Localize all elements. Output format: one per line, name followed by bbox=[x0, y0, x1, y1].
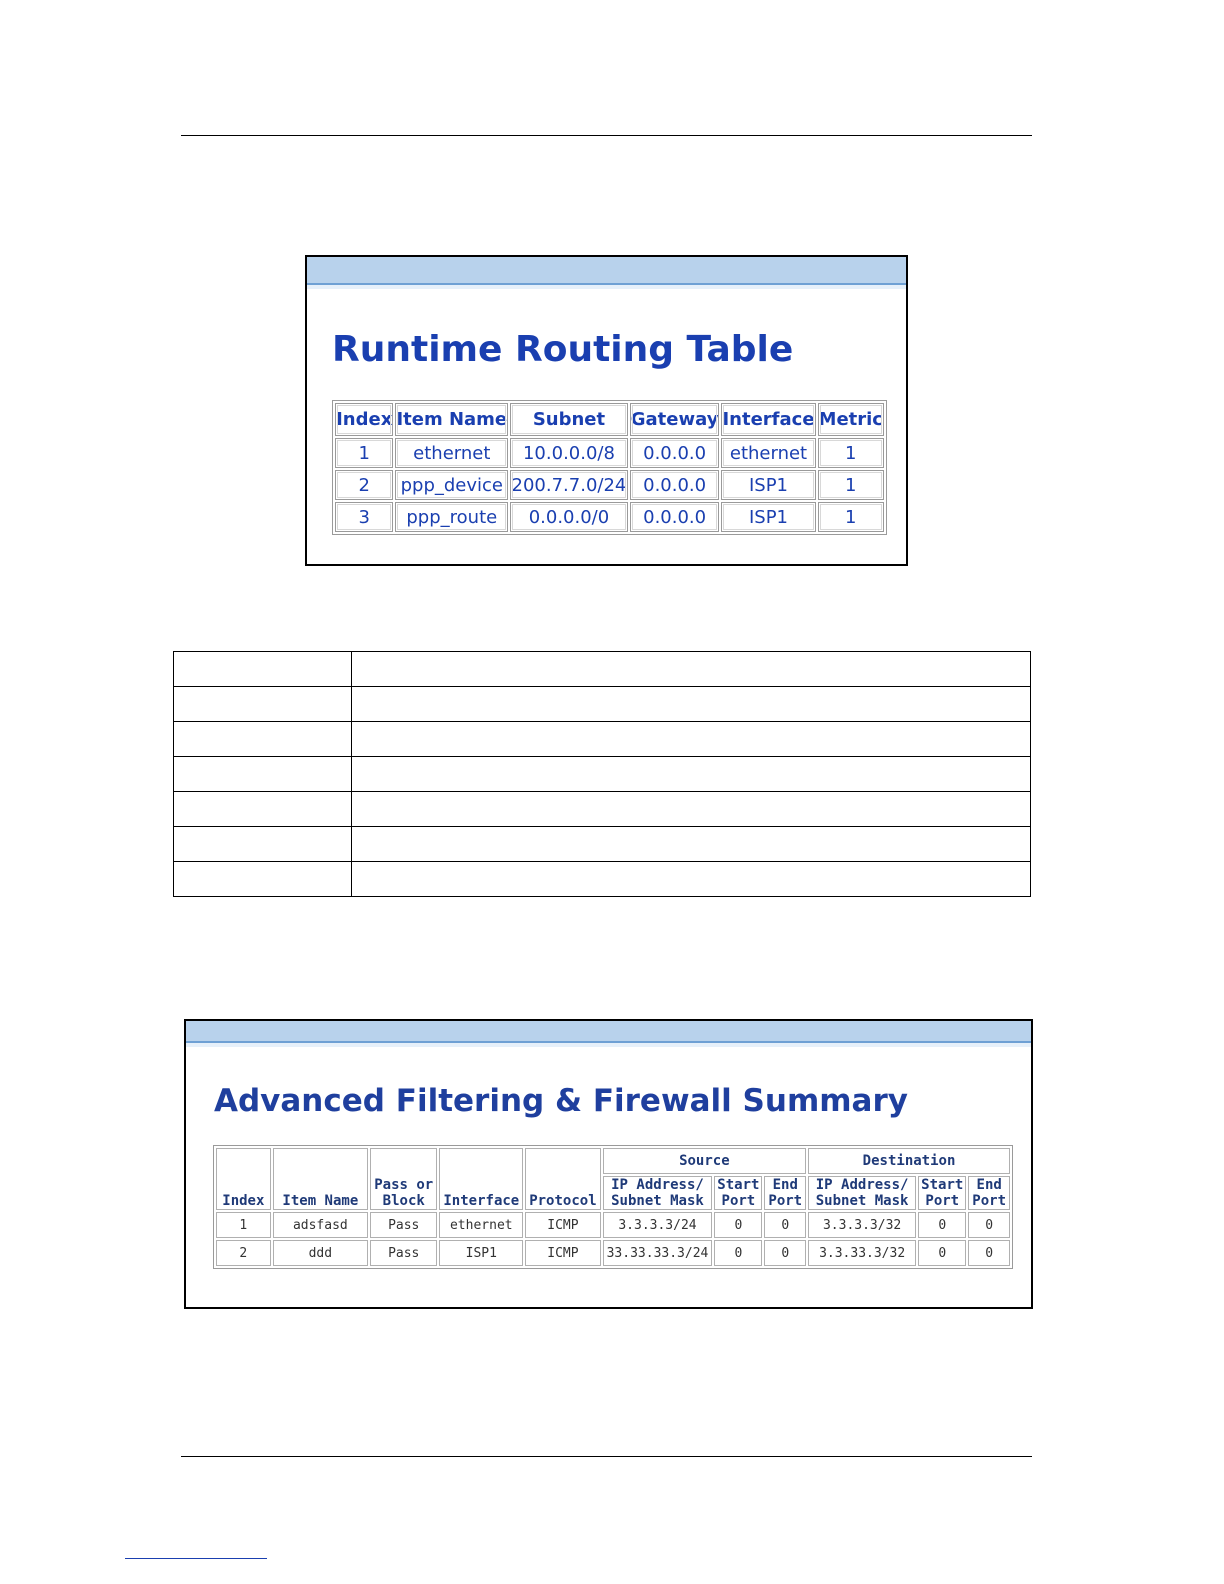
field-description-cell bbox=[352, 757, 1031, 792]
header-label: Subnet Mask bbox=[815, 1193, 909, 1209]
firewall-summary-title: Advanced Filtering & Firewall Summary bbox=[214, 1083, 908, 1119]
column-header-source-ip bbox=[603, 1176, 713, 1210]
cell-item-name: ethernet bbox=[395, 438, 508, 468]
cell-interface: ISP1 bbox=[721, 502, 815, 532]
column-header-destination-end-port bbox=[968, 1176, 1010, 1210]
page-footer-rule bbox=[181, 1456, 1032, 1457]
column-header-gateway: Gateway bbox=[630, 403, 720, 436]
column-header-interface bbox=[439, 1148, 523, 1210]
column-header-item-name bbox=[273, 1148, 368, 1210]
cell-item-name: adsfasd bbox=[273, 1212, 368, 1238]
cell-item-name: ppp_device bbox=[395, 470, 508, 500]
cell-interface: ethernet bbox=[721, 438, 815, 468]
routing-table bbox=[332, 400, 887, 535]
header-label: Interface bbox=[443, 1193, 520, 1209]
field-name-cell bbox=[174, 652, 352, 687]
routing-table-screenshot bbox=[305, 255, 908, 566]
field-name-cell bbox=[174, 827, 352, 862]
cell-item-name: ppp_route bbox=[395, 502, 508, 532]
cell-metric: 1 bbox=[818, 502, 884, 532]
cell-gateway: 0.0.0.0 bbox=[630, 502, 720, 532]
field-name-cell bbox=[174, 687, 352, 722]
header-label: End bbox=[772, 1177, 798, 1193]
footer-link-underline bbox=[125, 1558, 267, 1559]
routing-table-header-row bbox=[335, 403, 884, 436]
cell-source-start-port: 0 bbox=[714, 1240, 762, 1266]
header-label: Start bbox=[921, 1177, 964, 1193]
cell-subnet: 10.0.0.0/8 bbox=[510, 438, 628, 468]
header-label: Port bbox=[925, 1193, 960, 1209]
column-group-destination: Destination bbox=[808, 1148, 1010, 1174]
header-label: Protocol bbox=[529, 1193, 597, 1209]
column-header-subnet: Subnet bbox=[510, 403, 628, 436]
header-label: Block bbox=[382, 1193, 425, 1209]
header-label: Item Name bbox=[282, 1193, 359, 1209]
cell-subnet: 0.0.0.0/0 bbox=[510, 502, 628, 532]
cell-index: 2 bbox=[335, 470, 393, 500]
cell-metric: 1 bbox=[818, 438, 884, 468]
cell-source-ip: 33.33.33.3/24 bbox=[603, 1240, 713, 1266]
field-name-cell bbox=[174, 862, 352, 897]
cell-destination-end-port: 0 bbox=[968, 1212, 1010, 1238]
column-group-source: Source bbox=[603, 1148, 806, 1174]
cell-interface: ISP1 bbox=[439, 1240, 523, 1266]
column-header-source-start-port bbox=[714, 1176, 762, 1210]
column-header-index bbox=[216, 1148, 271, 1210]
table-row bbox=[216, 1240, 1010, 1266]
header-label: Port bbox=[768, 1193, 803, 1209]
header-label: Port bbox=[721, 1193, 756, 1209]
column-header-destination-ip bbox=[808, 1176, 916, 1210]
cell-gateway: 0.0.0.0 bbox=[630, 438, 720, 468]
header-label: Pass or bbox=[374, 1177, 434, 1193]
firewall-header-group-row bbox=[216, 1148, 1010, 1174]
table-row bbox=[174, 652, 1031, 687]
table-row bbox=[174, 722, 1031, 757]
cell-index: 1 bbox=[216, 1212, 271, 1238]
table-row bbox=[335, 502, 884, 532]
field-description-cell bbox=[352, 722, 1031, 757]
field-name-cell bbox=[174, 792, 352, 827]
header-label: Index bbox=[222, 1193, 265, 1209]
cell-gateway: 0.0.0.0 bbox=[630, 470, 720, 500]
cell-destination-end-port: 0 bbox=[968, 1240, 1010, 1266]
cell-index: 1 bbox=[335, 438, 393, 468]
field-name-cell bbox=[174, 722, 352, 757]
column-header-index: Index bbox=[335, 403, 393, 436]
table-row bbox=[335, 470, 884, 500]
table-row bbox=[335, 438, 884, 468]
cell-destination-ip: 3.3.3.3/32 bbox=[808, 1212, 916, 1238]
table-row bbox=[216, 1212, 1010, 1238]
cell-metric: 1 bbox=[818, 470, 884, 500]
column-header-metric: Metric bbox=[818, 403, 884, 436]
cell-item-name: ddd bbox=[273, 1240, 368, 1266]
cell-pass-or-block: Pass bbox=[370, 1240, 438, 1266]
field-description-table bbox=[173, 651, 1031, 897]
cell-source-ip: 3.3.3.3/24 bbox=[603, 1212, 713, 1238]
cell-destination-ip: 3.3.33.3/32 bbox=[808, 1240, 916, 1266]
cell-destination-start-port: 0 bbox=[918, 1212, 966, 1238]
field-description-cell bbox=[352, 827, 1031, 862]
firewall-summary-table bbox=[213, 1145, 1013, 1269]
routing-table-title: Runtime Routing Table bbox=[332, 329, 794, 370]
cell-protocol: ICMP bbox=[525, 1240, 601, 1266]
cell-source-end-port: 0 bbox=[764, 1212, 806, 1238]
field-description-cell bbox=[352, 792, 1031, 827]
cell-interface: ethernet bbox=[439, 1212, 523, 1238]
field-description-cell bbox=[352, 862, 1031, 897]
column-header-interface: Interface bbox=[721, 403, 815, 436]
column-header-item-name: Item Name bbox=[395, 403, 508, 436]
column-header-pass-or-block bbox=[370, 1148, 438, 1210]
cell-subnet: 200.7.7.0/24 bbox=[510, 470, 628, 500]
firewall-summary-screenshot bbox=[184, 1019, 1033, 1309]
header-label: IP Address/ bbox=[611, 1177, 704, 1193]
cell-pass-or-block: Pass bbox=[370, 1212, 438, 1238]
field-description-cell bbox=[352, 652, 1031, 687]
cell-index: 2 bbox=[216, 1240, 271, 1266]
cell-protocol: ICMP bbox=[525, 1212, 601, 1238]
table-row bbox=[174, 792, 1031, 827]
cell-interface: ISP1 bbox=[721, 470, 815, 500]
header-label: Subnet Mask bbox=[611, 1193, 704, 1209]
window-header-band bbox=[186, 1021, 1031, 1043]
cell-index: 3 bbox=[335, 502, 393, 532]
column-header-destination-start-port bbox=[918, 1176, 966, 1210]
header-label: End bbox=[976, 1177, 1002, 1193]
column-header-protocol bbox=[525, 1148, 601, 1210]
table-row bbox=[174, 757, 1031, 792]
window-header-band bbox=[307, 257, 906, 285]
cell-source-start-port: 0 bbox=[714, 1212, 762, 1238]
header-label: Port bbox=[972, 1193, 1007, 1209]
cell-destination-start-port: 0 bbox=[918, 1240, 966, 1266]
column-header-source-end-port bbox=[764, 1176, 806, 1210]
page-header-rule bbox=[181, 135, 1032, 136]
table-row bbox=[174, 862, 1031, 897]
field-description-cell bbox=[352, 687, 1031, 722]
table-row bbox=[174, 827, 1031, 862]
cell-source-end-port: 0 bbox=[764, 1240, 806, 1266]
header-label: IP Address/ bbox=[815, 1177, 909, 1193]
table-row bbox=[174, 687, 1031, 722]
header-label: Start bbox=[717, 1177, 760, 1193]
field-name-cell bbox=[174, 757, 352, 792]
